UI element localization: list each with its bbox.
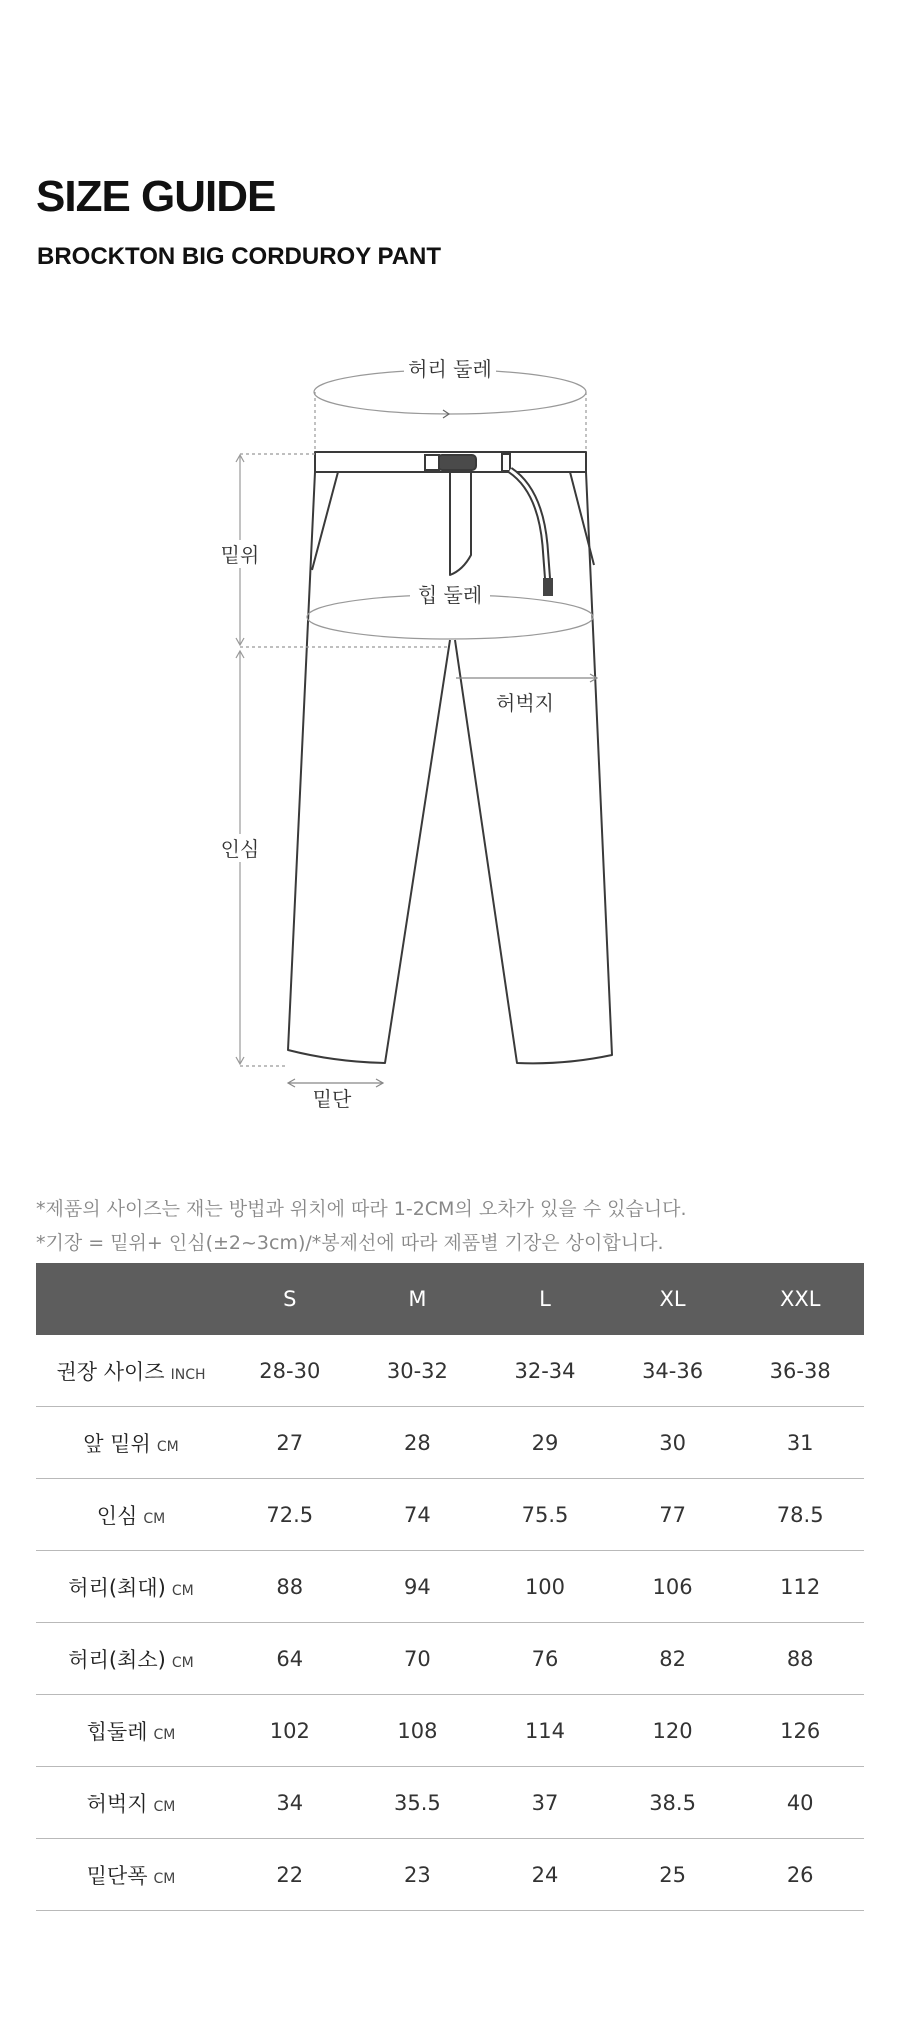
size-col-s: S — [226, 1263, 354, 1335]
table-cell: 28 — [354, 1407, 482, 1479]
table-cell: 26 — [736, 1839, 864, 1911]
table-cell: 64 — [226, 1623, 354, 1695]
row-unit: CM — [171, 1654, 194, 1671]
header-corner — [36, 1263, 226, 1335]
hem-label: 밑단 — [312, 1087, 352, 1111]
row-label-text: 허리(최소) — [68, 1647, 166, 1672]
length-note: *기장 = 밑위+ 인심(±2~3cm)/*봉제선에 따라 제품별 기장은 상이합니다. — [36, 1232, 664, 1254]
row-label-text: 밑단폭 — [86, 1863, 148, 1888]
thigh-label: 허벅지 — [496, 691, 554, 715]
row-label — [36, 1767, 226, 1839]
size-notes — [36, 1192, 687, 1260]
size-col-xxl: XXL — [736, 1263, 864, 1335]
hip-label: 힙 둘레 — [417, 583, 483, 607]
rise-label: 밑위 — [220, 543, 260, 567]
table-cell: 100 — [481, 1551, 609, 1623]
table-cell: 70 — [354, 1623, 482, 1695]
table-cell: 36-38 — [736, 1335, 864, 1407]
table-cell: 29 — [481, 1407, 609, 1479]
table-cell: 28-30 — [226, 1335, 354, 1407]
row-label — [36, 1623, 226, 1695]
measurement-note: *제품의 사이즈는 재는 방법과 위치에 따라 1-2CM의 오차가 있을 수 있습니다. — [36, 1198, 687, 1220]
table-cell: 78.5 — [736, 1479, 864, 1551]
size-col-xl: XL — [609, 1263, 737, 1335]
table-cell: 112 — [736, 1551, 864, 1623]
belt — [425, 454, 553, 596]
row-label — [36, 1551, 226, 1623]
table-cell: 102 — [226, 1695, 354, 1767]
row-label-text: 앞 밑위 — [83, 1431, 151, 1456]
table-cell: 34-36 — [609, 1335, 737, 1407]
row-unit: CM — [171, 1582, 194, 1599]
size-col-m: M — [354, 1263, 482, 1335]
size-header-row — [36, 1263, 864, 1335]
row-label-text: 인심 — [96, 1503, 138, 1528]
table-row — [36, 1479, 864, 1551]
table-cell: 75.5 — [481, 1479, 609, 1551]
row-unit: CM — [156, 1438, 179, 1455]
row-unit: CM — [153, 1798, 176, 1815]
row-label-text: 허벅지 — [86, 1791, 148, 1816]
waist-label: 허리 둘레 — [408, 357, 492, 381]
table-cell: 27 — [226, 1407, 354, 1479]
table-row — [36, 1839, 864, 1911]
size-col-l: L — [481, 1263, 609, 1335]
table-cell: 35.5 — [354, 1767, 482, 1839]
table-row — [36, 1407, 864, 1479]
size-table — [36, 1263, 864, 1911]
table-cell: 24 — [481, 1839, 609, 1911]
row-label — [36, 1335, 226, 1407]
table-cell: 72.5 — [226, 1479, 354, 1551]
table-row — [36, 1623, 864, 1695]
table-cell: 25 — [609, 1839, 737, 1911]
row-label — [36, 1839, 226, 1911]
page-title: SIZE GUIDE — [36, 172, 276, 221]
table-cell: 114 — [481, 1695, 609, 1767]
row-label-text: 허리(최대) — [68, 1575, 166, 1600]
table-cell: 22 — [226, 1839, 354, 1911]
table-cell: 40 — [736, 1767, 864, 1839]
pants-outline — [288, 452, 612, 1063]
table-cell: 88 — [226, 1551, 354, 1623]
table-cell: 77 — [609, 1479, 737, 1551]
pants-measurement-diagram — [0, 340, 900, 1120]
row-unit: CM — [153, 1870, 176, 1887]
table-cell: 34 — [226, 1767, 354, 1839]
table-cell: 82 — [609, 1623, 737, 1695]
hem-measure — [288, 1079, 383, 1087]
row-unit: CM — [153, 1726, 176, 1743]
row-label-text: 권장 사이즈 — [56, 1359, 165, 1384]
row-label — [36, 1695, 226, 1767]
inseam-label: 인심 — [220, 837, 260, 861]
table-cell: 94 — [354, 1551, 482, 1623]
table-cell: 74 — [354, 1479, 482, 1551]
row-label — [36, 1407, 226, 1479]
table-cell: 31 — [736, 1407, 864, 1479]
rise-measure — [236, 454, 450, 647]
table-cell: 108 — [354, 1695, 482, 1767]
table-cell: 30-32 — [354, 1335, 482, 1407]
row-unit: CM — [143, 1510, 166, 1527]
table-cell: 38.5 — [609, 1767, 737, 1839]
table-row — [36, 1695, 864, 1767]
row-label — [36, 1479, 226, 1551]
table-row — [36, 1551, 864, 1623]
table-cell: 88 — [736, 1623, 864, 1695]
table-row — [36, 1335, 864, 1407]
table-cell: 37 — [481, 1767, 609, 1839]
table-row — [36, 1767, 864, 1839]
table-cell: 30 — [609, 1407, 737, 1479]
table-cell: 23 — [354, 1839, 482, 1911]
table-cell: 76 — [481, 1623, 609, 1695]
table-cell: 120 — [609, 1695, 737, 1767]
thigh-measure — [456, 674, 597, 682]
table-cell: 126 — [736, 1695, 864, 1767]
table-cell: 32-34 — [481, 1335, 609, 1407]
product-name: BROCKTON BIG CORDUROY PANT — [37, 243, 442, 270]
row-label-text: 힙둘레 — [86, 1719, 148, 1744]
row-unit: INCH — [170, 1366, 206, 1383]
table-cell: 106 — [609, 1551, 737, 1623]
